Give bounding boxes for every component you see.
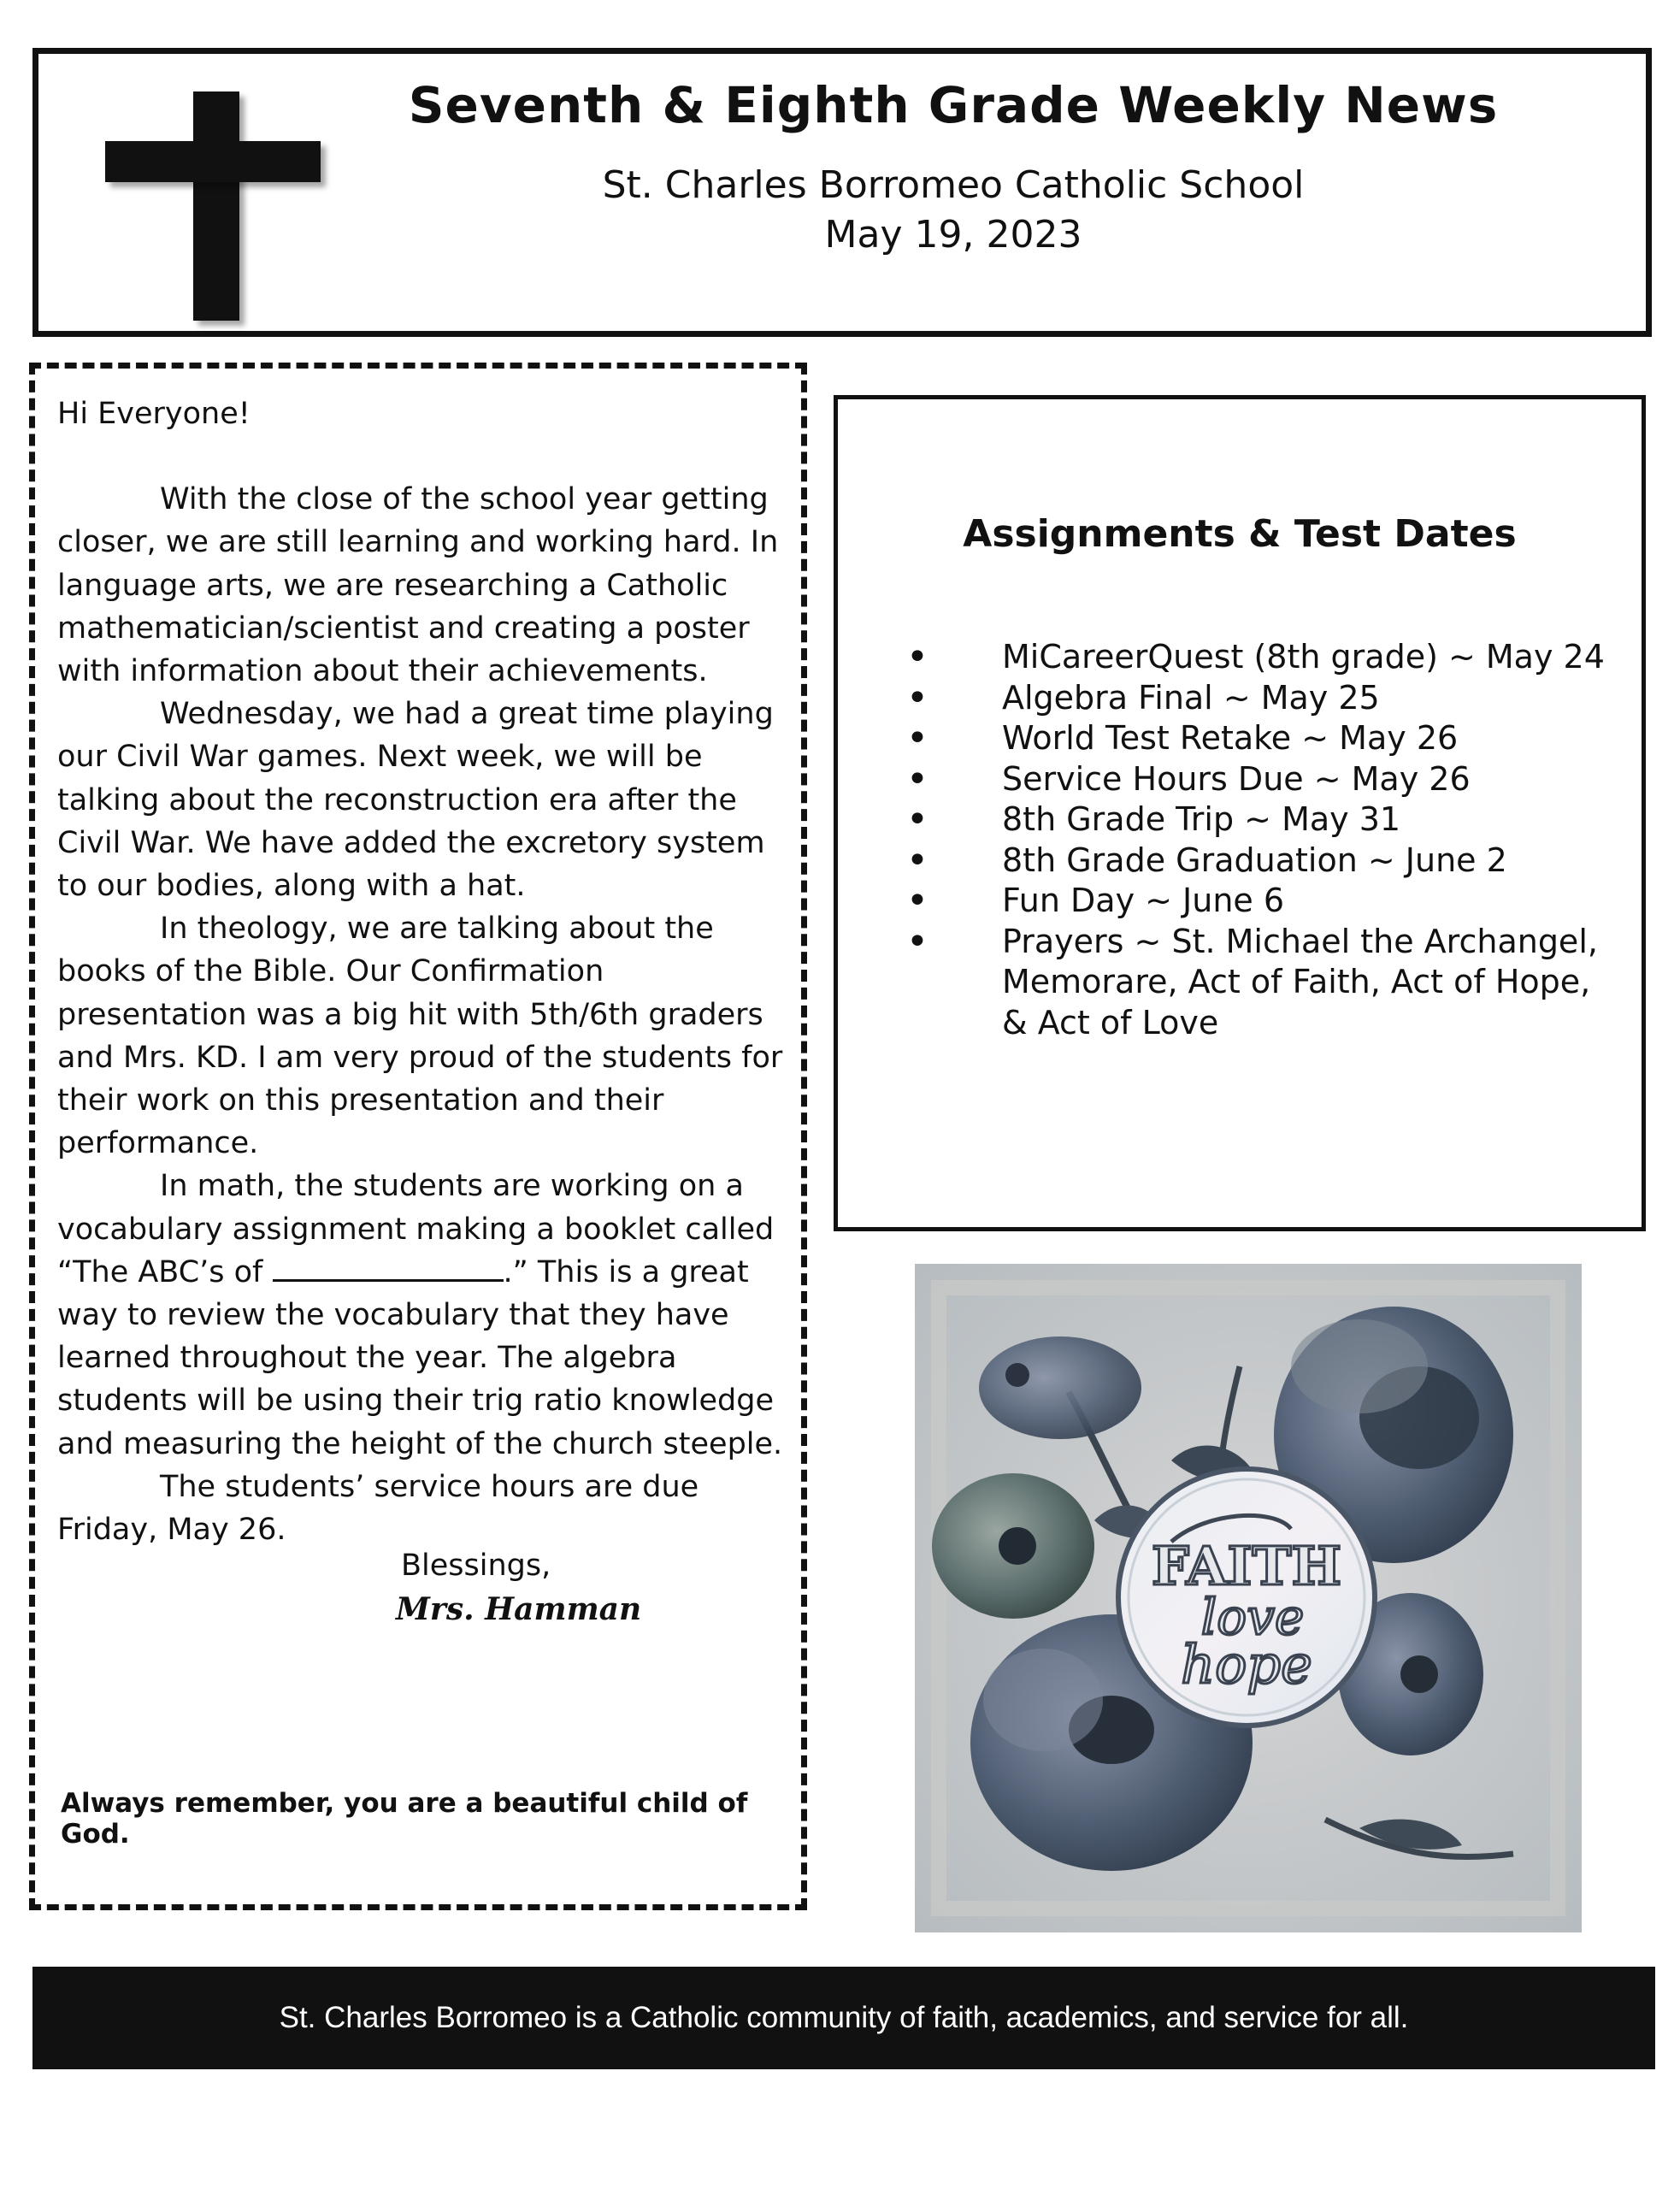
letter-body [57, 392, 793, 1551]
list-item: • 8th Grade Graduation ~ June 2 [906, 841, 1624, 882]
letter-closing: Blessings, [401, 1549, 551, 1583]
list-item: • Prayers ~ St. Michael the Archangel, Memorare, Act of Faith, Act of Hope, & Act of Love [906, 922, 1624, 1044]
teacher-letter [29, 363, 807, 1910]
faith-love-hope-artwork [915, 1264, 1582, 1932]
school-name: St. Charles Borromeo Catholic School [602, 163, 1305, 207]
artwork-word: hope [1181, 1633, 1312, 1696]
fill-in-blank [273, 1254, 504, 1282]
newsletter-title: Seventh & Eighth Grade Weekly News [408, 76, 1499, 134]
assignments-title: Assignments & Test Dates [963, 512, 1517, 556]
letter-paragraph: Wednesday, we had a great time playing our Civil War games. Next week, we will be talking about the reconstruction era after the Civil War. We have added the excretory system to our bodies, along with a hat. [57, 697, 774, 904]
list-item: • Fun Day ~ June 6 [906, 881, 1624, 922]
letter-paragraph: The students’ service hours are due Friday, May 26. [57, 1469, 699, 1548]
newsletter-header [32, 48, 1652, 337]
assignments-list [906, 637, 1624, 1043]
letter-paragraph: With the close of the school year getting closer, we are still learning and working hard. In language arts, we are researching a Catholic mathematician/scientist and creating a poster with information about their achievements. [57, 482, 779, 689]
list-item: • World Test Retake ~ May 26 [906, 718, 1624, 759]
letter-paragraph: In theology, we are talking about the books of the Bible. Our Confirmation presentation was a big hit with 5th/6th graders and Mrs. KD. I am very proud of the students for their work on this presentation and their performance. [57, 912, 783, 1161]
letter-greeting: Hi Everyone! [57, 397, 251, 431]
list-item: • Algebra Final ~ May 25 [906, 678, 1624, 719]
reminder-text: Always remember, you are a beautiful child of God. [61, 1788, 748, 1850]
letter-paragraph [57, 1165, 793, 1465]
artwork-word: love [1200, 1588, 1305, 1646]
list-item: • 8th Grade Trip ~ May 31 [906, 799, 1624, 841]
assignments-box [834, 395, 1646, 1231]
list-item: • Service Hours Due ~ May 26 [906, 759, 1624, 800]
artwork-word: FAITH [1151, 1535, 1342, 1597]
footer-text: St. Charles Borromeo is a Catholic community of faith, academics, and service for all. [279, 2001, 1409, 2034]
teacher-signature: Mrs. Hamman [396, 1591, 642, 1627]
issue-date: May 19, 2023 [824, 213, 1082, 257]
footer-banner [32, 1967, 1655, 2069]
paragraph-part: In math, the students are working on a vocabulary assignment making a booklet called “The ABC’s of [57, 1169, 775, 1289]
paragraph-part: .” This is a great way to review the vocabulary that they have learned throughout the year. The algebra students will be using their trig ratio knowledge and measuring the height of the church steeple. [57, 1254, 783, 1461]
list-item: • MiCareerQuest (8th grade) ~ May 24 [906, 637, 1624, 678]
